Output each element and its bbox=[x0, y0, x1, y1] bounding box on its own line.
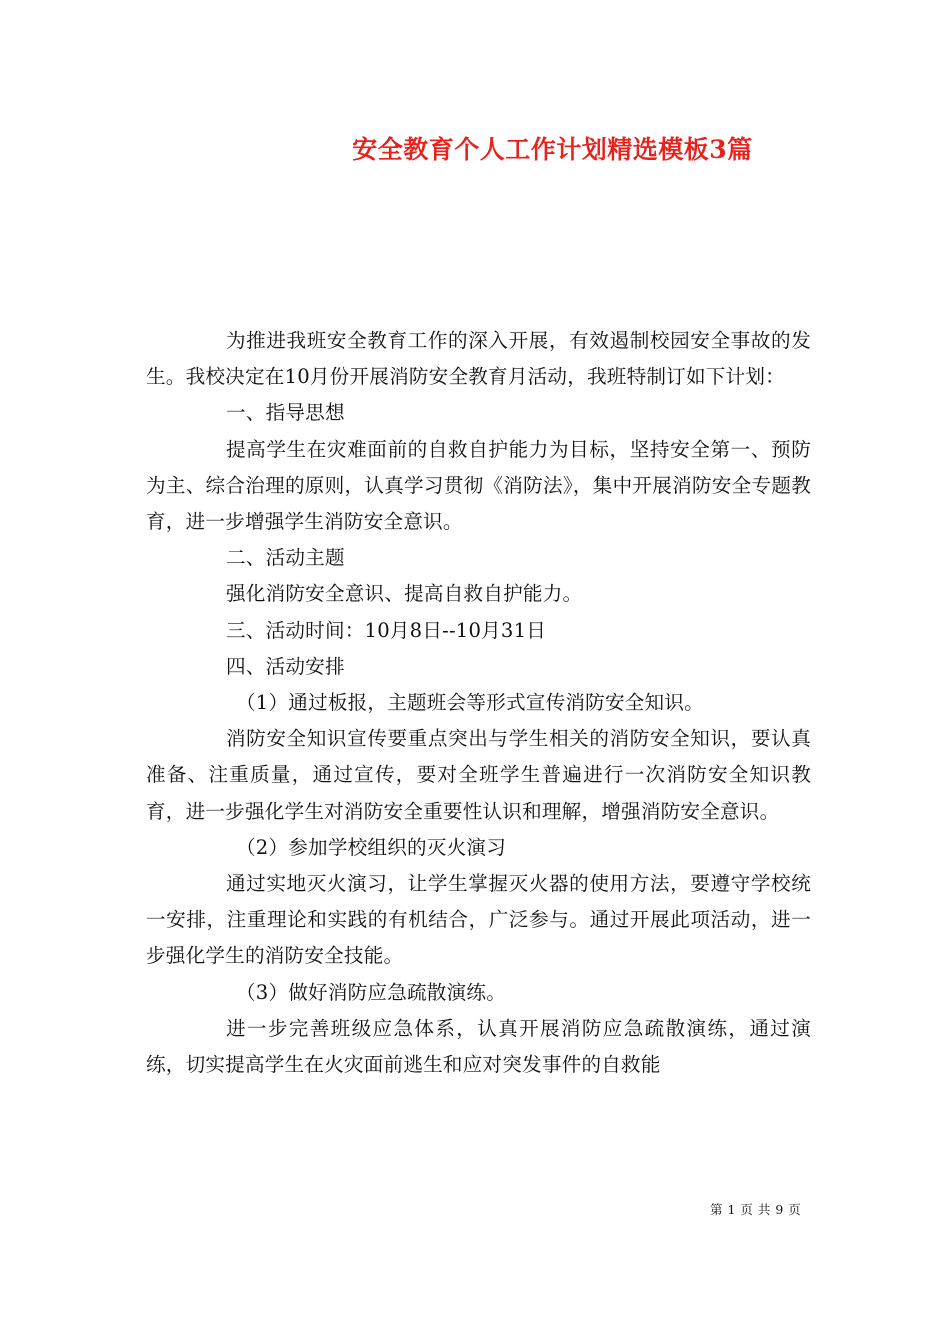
item-2-heading: （2）参加学校组织的灭火演习 bbox=[236, 835, 506, 859]
page-number-footer: 第 1 页 共 9 页 bbox=[710, 1202, 802, 1217]
item-3-heading: （3）做好消防应急疏散演练。 bbox=[236, 980, 506, 1004]
document-body bbox=[146, 323, 811, 1083]
item-2-paragraph: 通过实地灭火演习，让学生掌握灭火器的使用方法，要遵守学校统一安排，注重理论和实践的有机结合，广泛参与。通过开展此项活动，进一步强化学生的消防安全技能。 bbox=[146, 872, 811, 968]
paragraph-intro: 为推进我班安全教育工作的深入开展，有效遏制校园安全事故的发生。我校决定在10月份开展消防安全教育月活动，我班特制订如下计划： bbox=[146, 329, 811, 389]
paragraph-activity-theme: 强化消防安全意识、提高自救自护能力。 bbox=[226, 582, 583, 606]
heading-activity-arrangement: 四、活动安排 bbox=[226, 654, 345, 678]
heading-activity-time: 三、活动时间：10月8日--10月31日 bbox=[226, 618, 547, 642]
heading-activity-theme: 二、活动主题 bbox=[226, 546, 345, 570]
paragraph-guiding-idea: 提高学生在灾难面前的自救自护能力为目标，坚持安全第一、预防为主、综合治理的原则，认真学习贯彻《消防法》，集中开展消防安全专题教育，进一步增强学生消防安全意识。 bbox=[146, 437, 811, 534]
document-title-text: 安全教育个人工作计划精选模板3篇 bbox=[352, 135, 753, 164]
document-title bbox=[0, 130, 950, 170]
item-3-paragraph: 进一步完善班级应急体系，认真开展消防应急疏散演练，通过演练，切实提高学生在火灾面前逃生和应对突发事件的自救能 bbox=[146, 1016, 811, 1077]
item-1-heading: （1）通过板报，主题班会等形式宣传消防安全知识。 bbox=[236, 691, 704, 715]
heading-guiding-idea: 一、指导思想 bbox=[226, 401, 345, 425]
item-1-paragraph: 消防安全知识宣传要重点突出与学生相关的消防安全知识，要认真准备、注重质量，通过宣传，要对全班学生普遍进行一次消防安全知识教育，进一步强化学生对消防安全重要性认识和理解，增强消防安全意识。 bbox=[146, 727, 811, 823]
